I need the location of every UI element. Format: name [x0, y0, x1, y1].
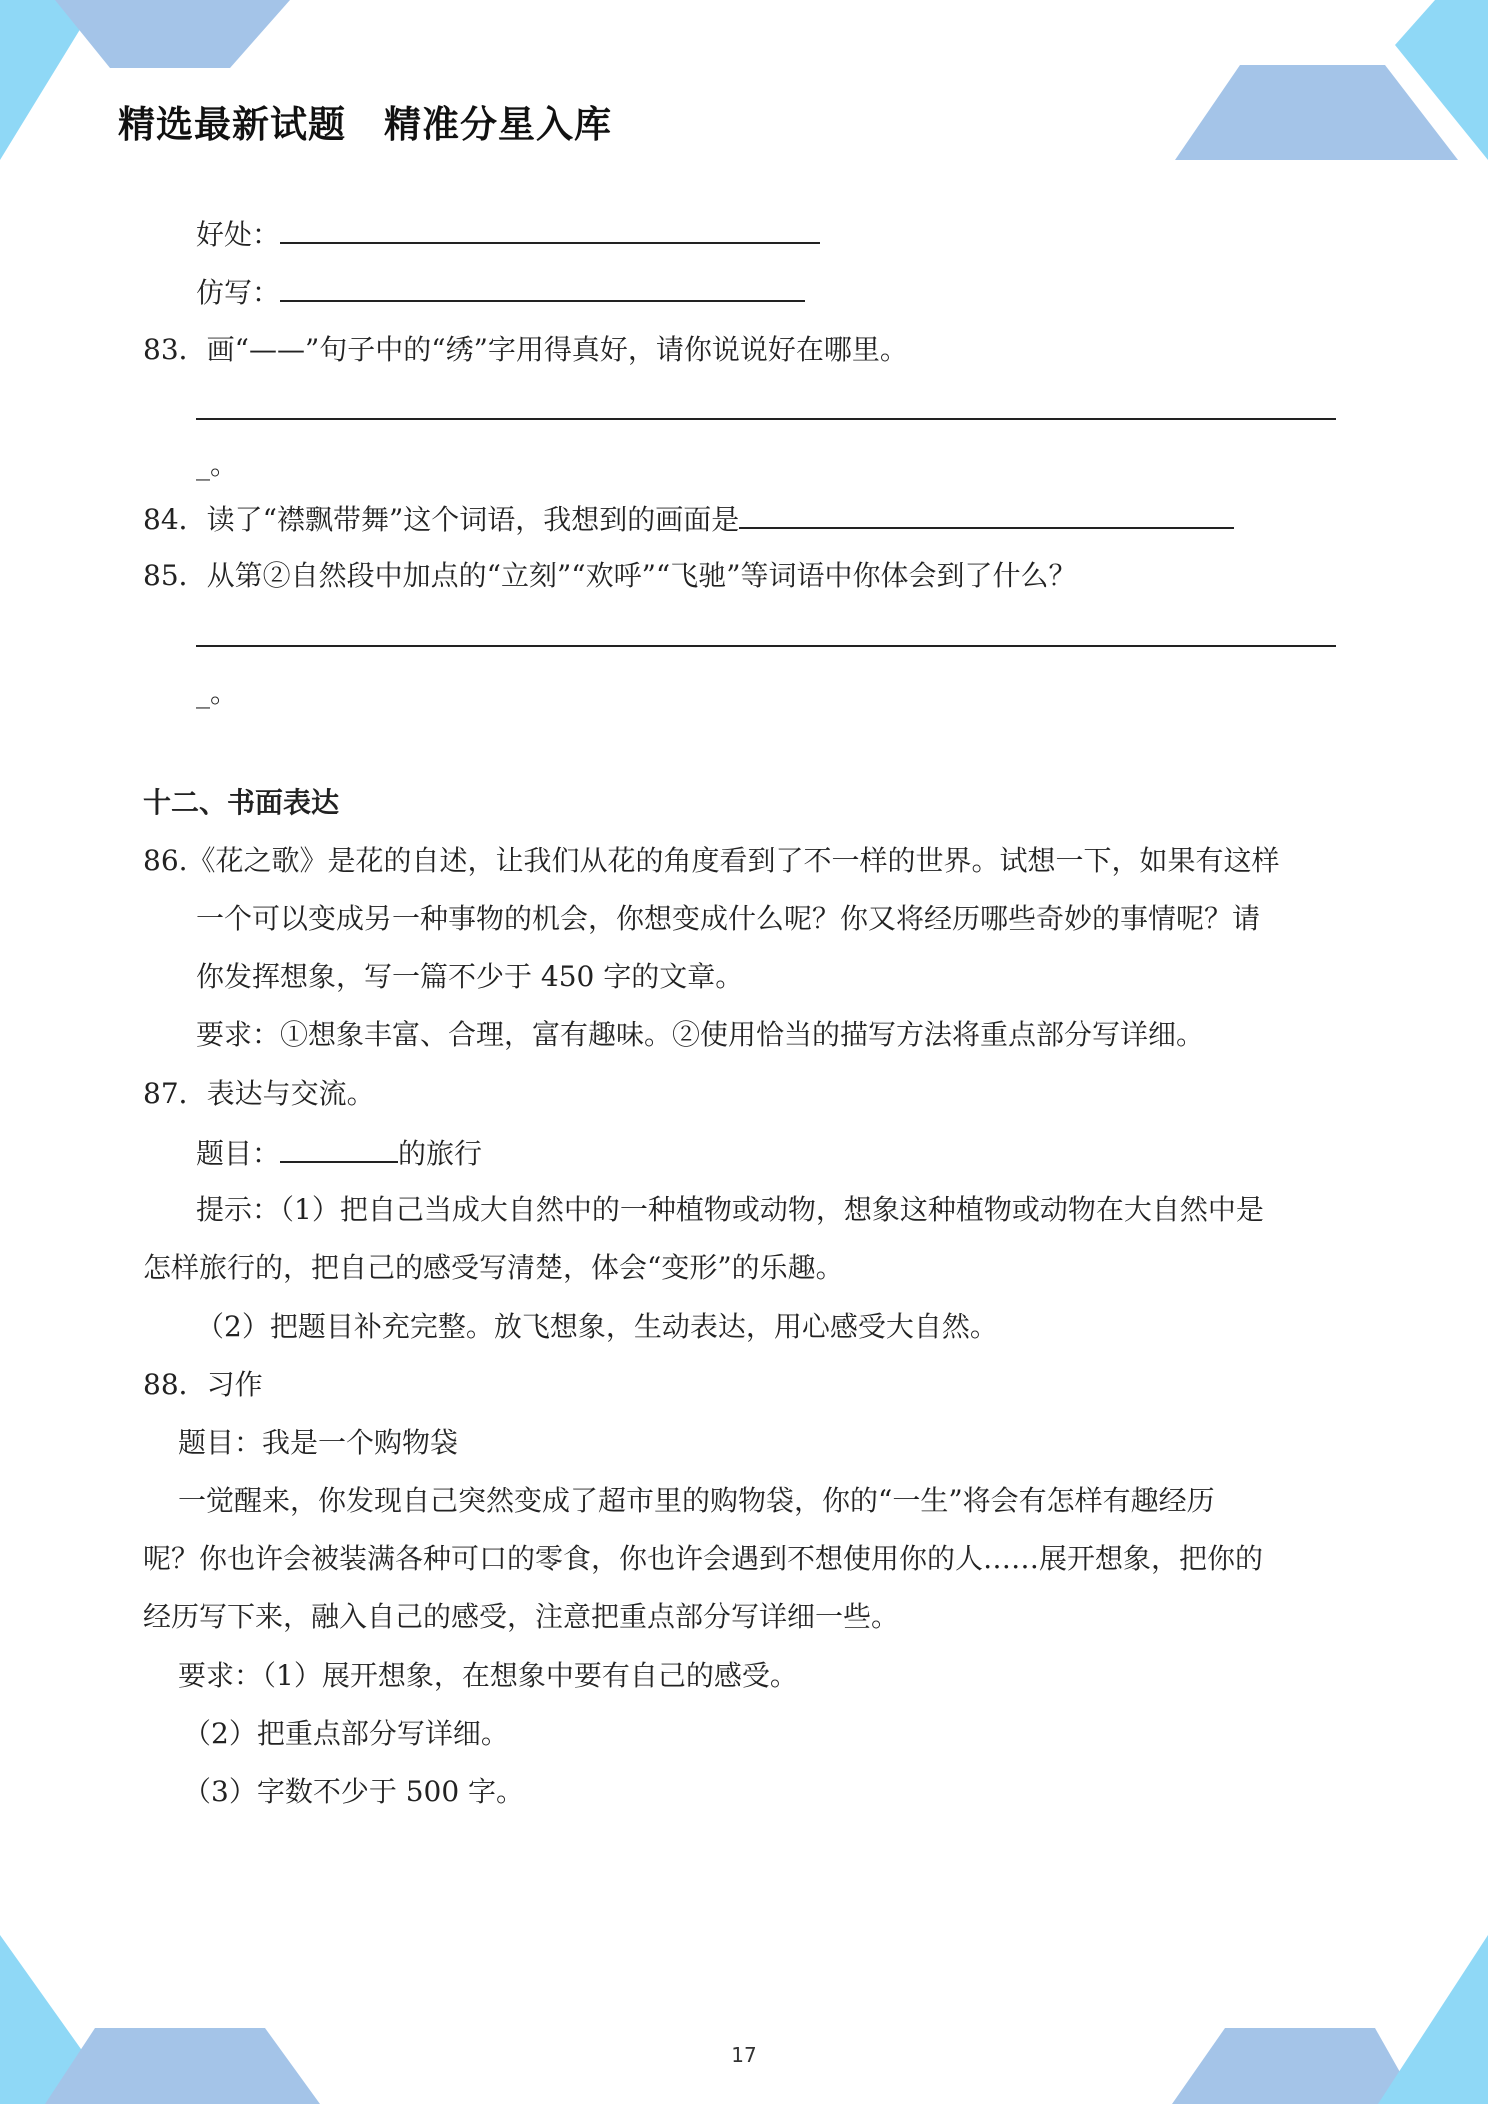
q85-answer-end: _。	[196, 676, 239, 709]
question-87: 87．表达与交流。	[143, 1077, 375, 1110]
q87-title-line	[196, 1135, 482, 1171]
q88-prompt-line2: 呢？你也许会被装满各种可口的零食，你也许会遇到不想使用你的人……展开想象，把你的	[143, 1542, 1264, 1575]
q87-title-blank[interactable]	[280, 1135, 398, 1163]
benefit-answer-blank[interactable]	[280, 216, 820, 244]
q87-title-label: 题目：	[196, 1137, 281, 1170]
header-title-part1: 精选最新试题	[118, 103, 346, 146]
q87-hint-line1: 提示：（1）把自己当成大自然中的一种植物或动物，想象这种植物或动物在大自然中是	[196, 1193, 1264, 1226]
question-88: 88．习作	[143, 1368, 263, 1401]
q83-answer-line[interactable]	[196, 418, 1336, 420]
question-86-line2: 一个可以变成另一种事物的机会，你想变成什么呢？你又将经历哪些奇妙的事情呢？请	[196, 902, 1261, 935]
q83-answer-end: _。	[196, 448, 239, 481]
header-title	[118, 94, 612, 148]
q87-hint-line2: 怎样旅行的，把自己的感受写清楚，体会“变形”的乐趣。	[143, 1251, 844, 1284]
q88-prompt-line3: 经历写下来，融入自己的感受，注意把重点部分写详细一些。	[143, 1600, 900, 1633]
deco-top-right-triangle	[1395, 0, 1488, 160]
q84-answer-blank[interactable]	[739, 501, 1234, 529]
section-title: 十二、书面表达	[143, 786, 340, 819]
benefit-label: 好处：	[196, 218, 281, 251]
question-84-text: 84．读了“襟飘带舞”这个词语，我想到的画面是	[143, 503, 740, 536]
question-86-line1: 86.《花之歌》是花的自述，让我们从花的角度看到了不一样的世界。试想一下，如果有这样	[143, 844, 1280, 877]
question-84	[143, 501, 1234, 537]
benefit-line	[196, 216, 820, 252]
q88-requirement-3: （3）字数不少于 500 字。	[183, 1775, 525, 1808]
q88-title: 题目：我是一个购物袋	[178, 1426, 459, 1459]
q88-requirement-1: 要求：（1）展开想象，在想象中要有自己的感受。	[178, 1659, 798, 1692]
q85-answer-line[interactable]	[196, 645, 1336, 647]
imitate-label: 仿写：	[196, 276, 281, 309]
imitate-line	[196, 274, 805, 310]
deco-top-right-trapezoid	[1175, 65, 1458, 160]
header-title-part2: 精准分星入库	[384, 103, 612, 146]
question-85: 85．从第②自然段中加点的“立刻”“欢呼”“飞驰”等词语中你体会到了什么？	[143, 559, 1077, 592]
deco-top-left-trapezoid	[55, 0, 290, 68]
q88-prompt-line1: 一觉醒来，你发现自己突然变成了超市里的购物袋，你的“一生”将会有怎样有趣经历	[178, 1484, 1215, 1517]
deco-bottom-right-triangle	[1378, 1935, 1488, 2104]
question-83: 83．画“——”句子中的“绣”字用得真好，请你说说好在哪里。	[143, 333, 908, 366]
q87-title-suffix: 的旅行	[398, 1137, 483, 1170]
question-86-line3: 你发挥想象，写一篇不少于 450 字的文章。	[196, 960, 744, 993]
deco-bottom-left-triangle	[0, 1935, 120, 2104]
page-number: 17	[731, 2043, 757, 2067]
q88-requirement-2: （2）把重点部分写详细。	[183, 1717, 509, 1750]
q87-hint-line3: （2）把题目补充完整。放飞想象，生动表达，用心感受大自然。	[196, 1310, 998, 1343]
deco-top-left-triangle	[0, 0, 98, 160]
question-86-requirements: 要求：①想象丰富、合理，富有趣味。②使用恰当的描写方法将重点部分写详细。	[196, 1018, 1205, 1051]
imitate-answer-blank[interactable]	[280, 274, 805, 302]
